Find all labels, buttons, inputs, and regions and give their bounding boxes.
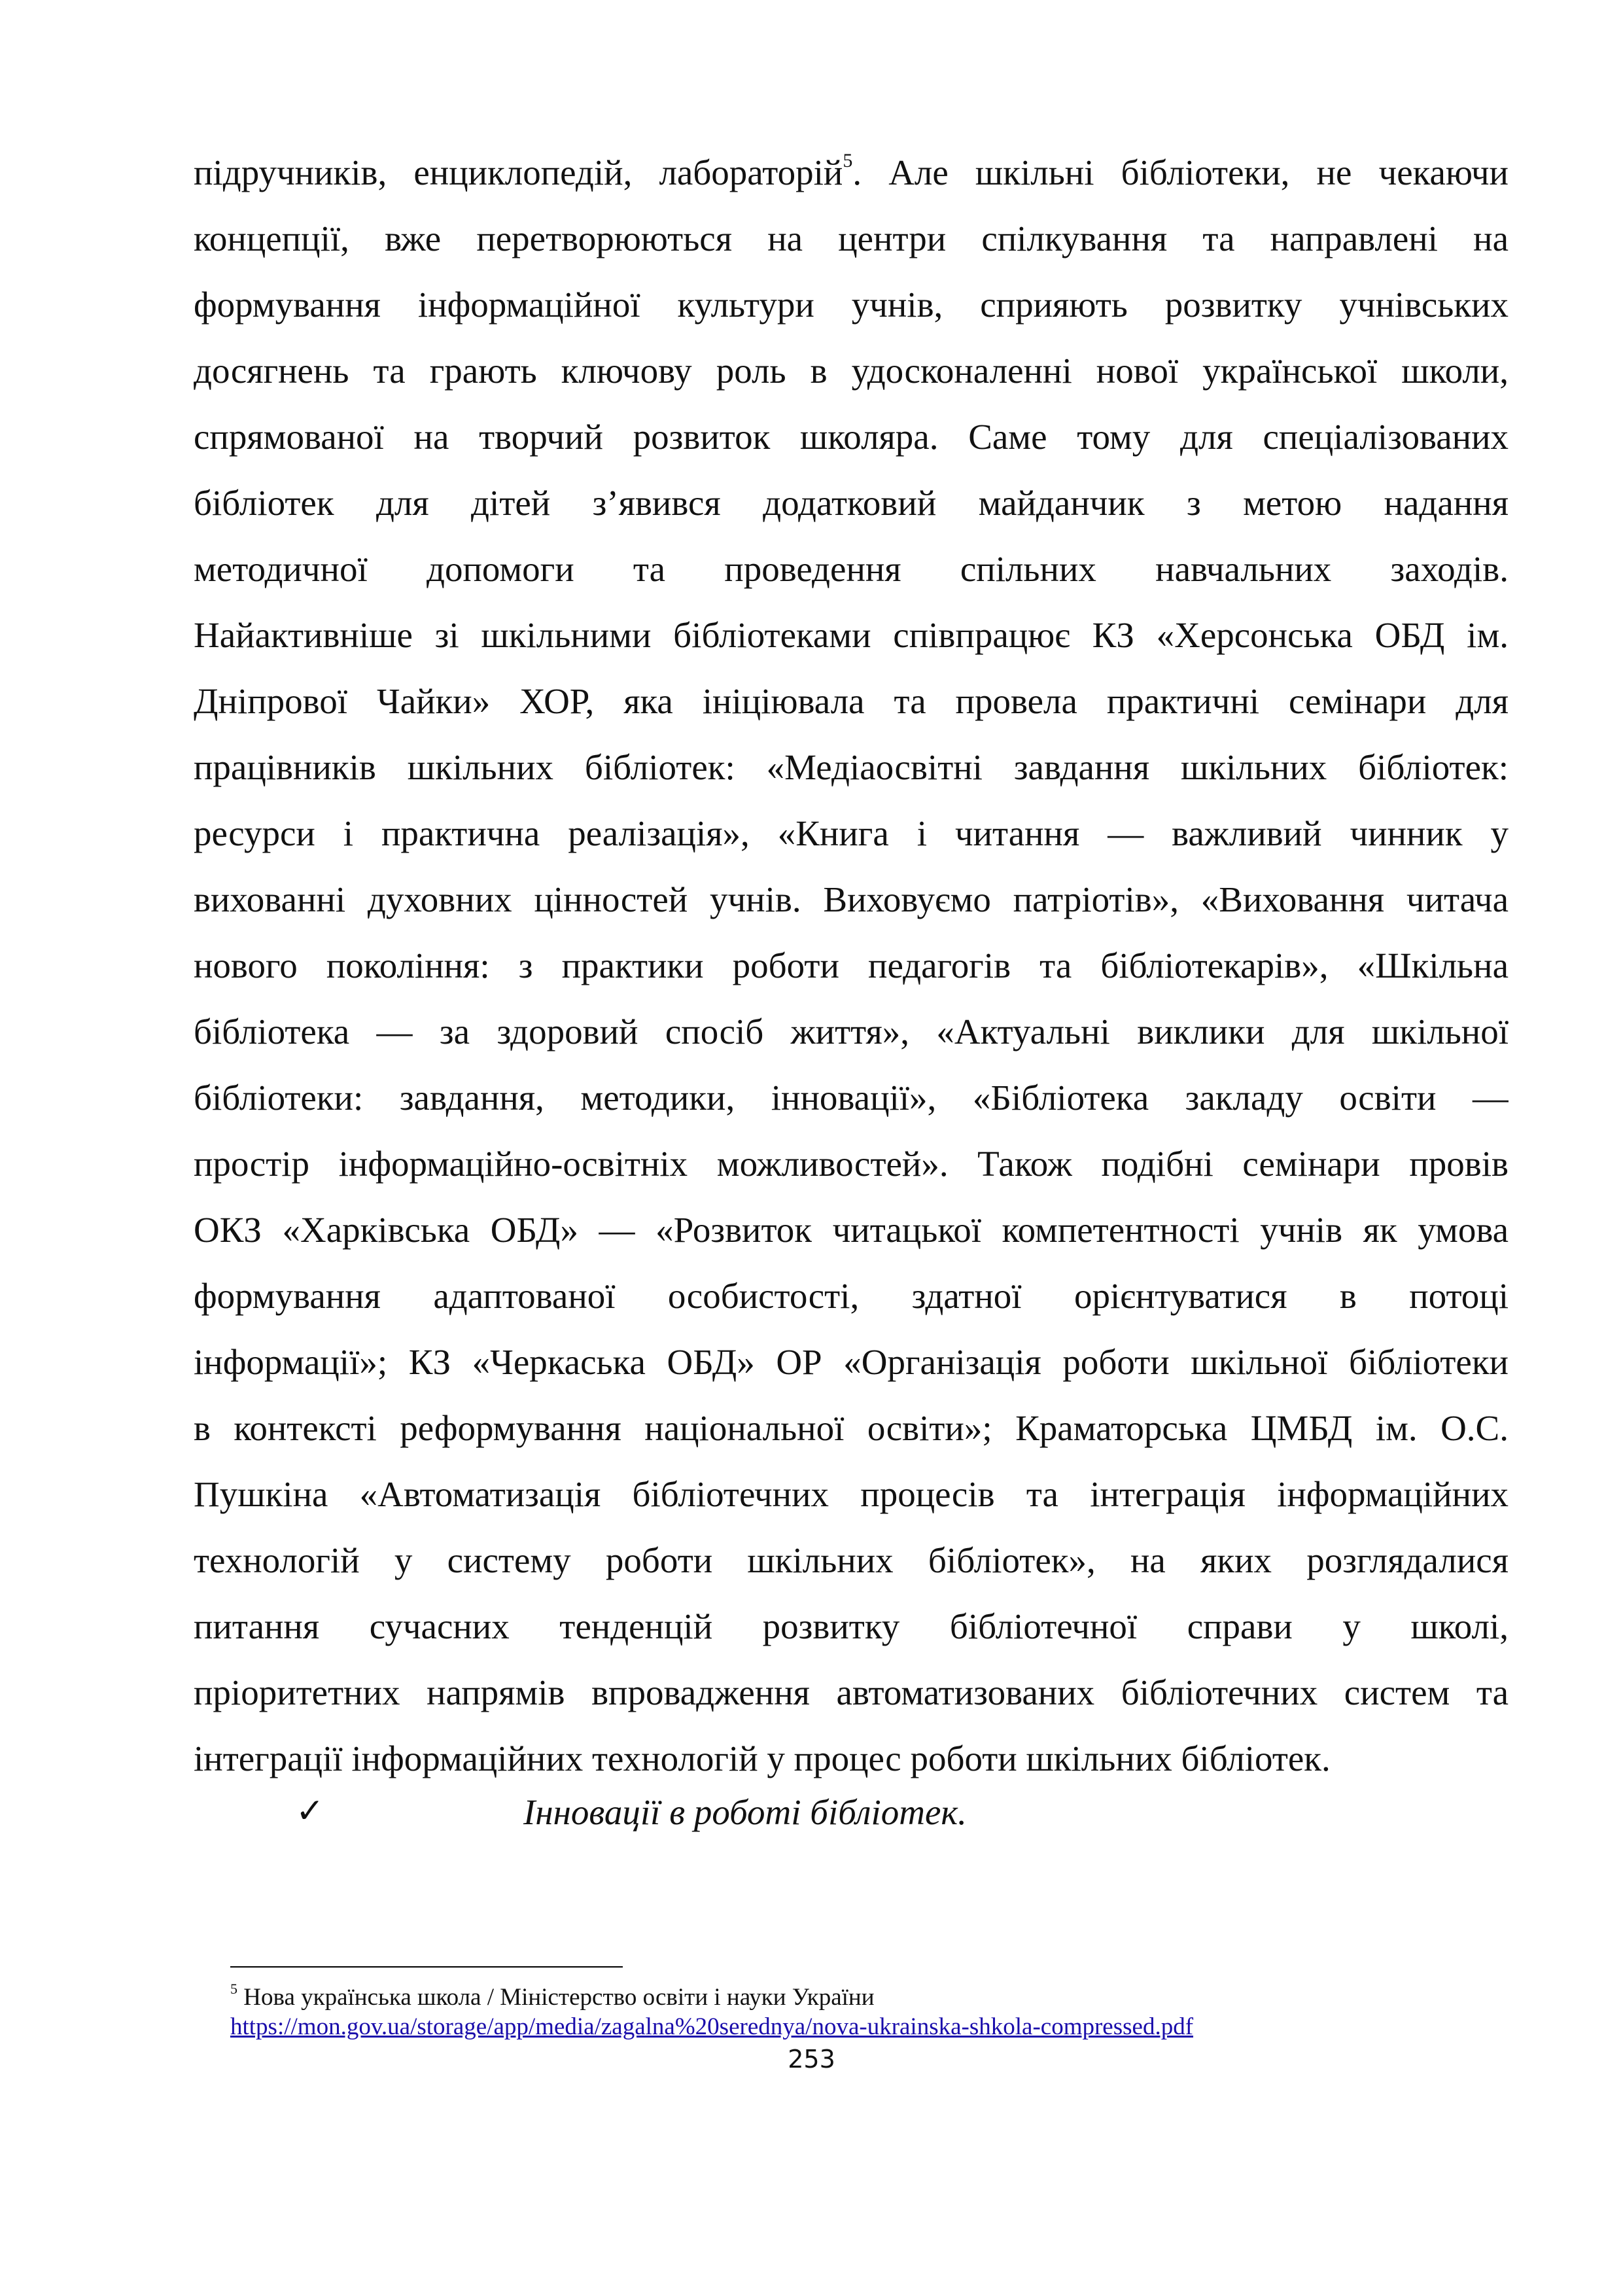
footnote-divider (230, 1966, 623, 1968)
body-line-22: технологій у систему роботи шкільних бібліотек», на яких розглядалися (194, 1540, 1509, 1580)
body-line-4: досягнень та грають ключову роль в удосконаленні нової української школи, (194, 351, 1509, 391)
body-text (194, 139, 1509, 1792)
body-line-1: підручників, енциклопедій, лабораторій$^5$. Але шкільні бібліотеки, не чекаючи (194, 149, 1509, 192)
footnote (230, 1980, 1408, 2041)
body-line-13: нового покоління: з практики роботи педагогів та бібліотекарів», «Шкільна (194, 945, 1509, 985)
body-line-18: формування адаптованої особистості, здатної орієнтуватися в потоці (194, 1276, 1509, 1316)
section-heading: Інновації в роботі бібліотек. (523, 1792, 967, 1832)
body-line-21: Пушкіна «Автоматизація бібліотечних процесів та інтеграція інформаційних (194, 1474, 1509, 1514)
body-line-5: спрямованої на творчий розвиток школяра. Саме тому для спеціалізованих (194, 417, 1509, 457)
body-line-16: простір інформаційно-освітніх можливостей». Також подібні семінари провів (194, 1144, 1509, 1184)
page-number: 253 (788, 2045, 835, 2074)
body-line-12: вихованні духовних цінностей учнів. Виховуємо патріотів», «Виховання читача (194, 879, 1509, 919)
body-line-10: працівників шкільних бібліотек: «Медіаосвітні завдання шкільних бібліотек: (194, 747, 1509, 787)
body-line-3: формування інформаційної культури учнів, сприяють розвитку учнівських (194, 285, 1509, 325)
body-line-20: в контексті реформування національної освіти»; Краматорська ЦМБД ім. О.С. (194, 1408, 1509, 1448)
body-line-6: бібліотек для дітей з’явився додатковий майданчик з метою надання (194, 483, 1509, 523)
body-line-19: інформації»; КЗ «Черкаська ОБД» ОР «Організація роботи шкільної бібліотеки (194, 1342, 1509, 1382)
body-line-8: Найактивніше зі шкільними бібліотеками співпрацює КЗ «Херсонська ОБД ім. (194, 615, 1509, 655)
footnote-reference[interactable]: 5 (843, 149, 853, 171)
body-line-23: питання сучасних тенденцій розвитку бібліотечної справи у школі, (194, 1606, 1509, 1646)
checkmark-icon: ✓ (296, 1792, 324, 1831)
body-line-2: концепції, вже перетворюються на центри спілкування та направлені на (194, 219, 1509, 258)
body-line-14: бібліотека — за здоровий спосіб життя», «Актуальні виклики для шкільної (194, 1012, 1509, 1051)
footnote-link[interactable]: https://mon.gov.ua/storage/app/media/zagalna%20serednya/nova-ukrainska-shkola-compressed.pdf (230, 2013, 1194, 2040)
body-line-9: Дніпрової Чайки» ХОР, яка ініціювала та провела практичні семінари для (194, 681, 1509, 721)
footnote-marker: 5 (230, 1980, 237, 1997)
footnote-citation: $^5$ Нова українська школа / Міністерство освіти і науки України (230, 1980, 875, 2011)
body-line-25: інтеграції інформаційних технологій у процес роботи шкільних бібліотек. (194, 1739, 1331, 1778)
body-line-15: бібліотеки: завдання, методики, інновації», «Бібліотека закладу освіти — (194, 1078, 1509, 1118)
body-line-24: пріоритетних напрямів впровадження автоматизованих бібліотечних систем та (194, 1672, 1509, 1712)
body-line-7: методичної допомоги та проведення спільних навчальних заходів. (194, 549, 1509, 589)
body-line-11: ресурси і практична реалізація», «Книга і читання — важливий чинник у (194, 813, 1509, 853)
body-line-17: ОКЗ «Харківська ОБД» — «Розвиток читацької компетентності учнів як умова (194, 1210, 1509, 1250)
